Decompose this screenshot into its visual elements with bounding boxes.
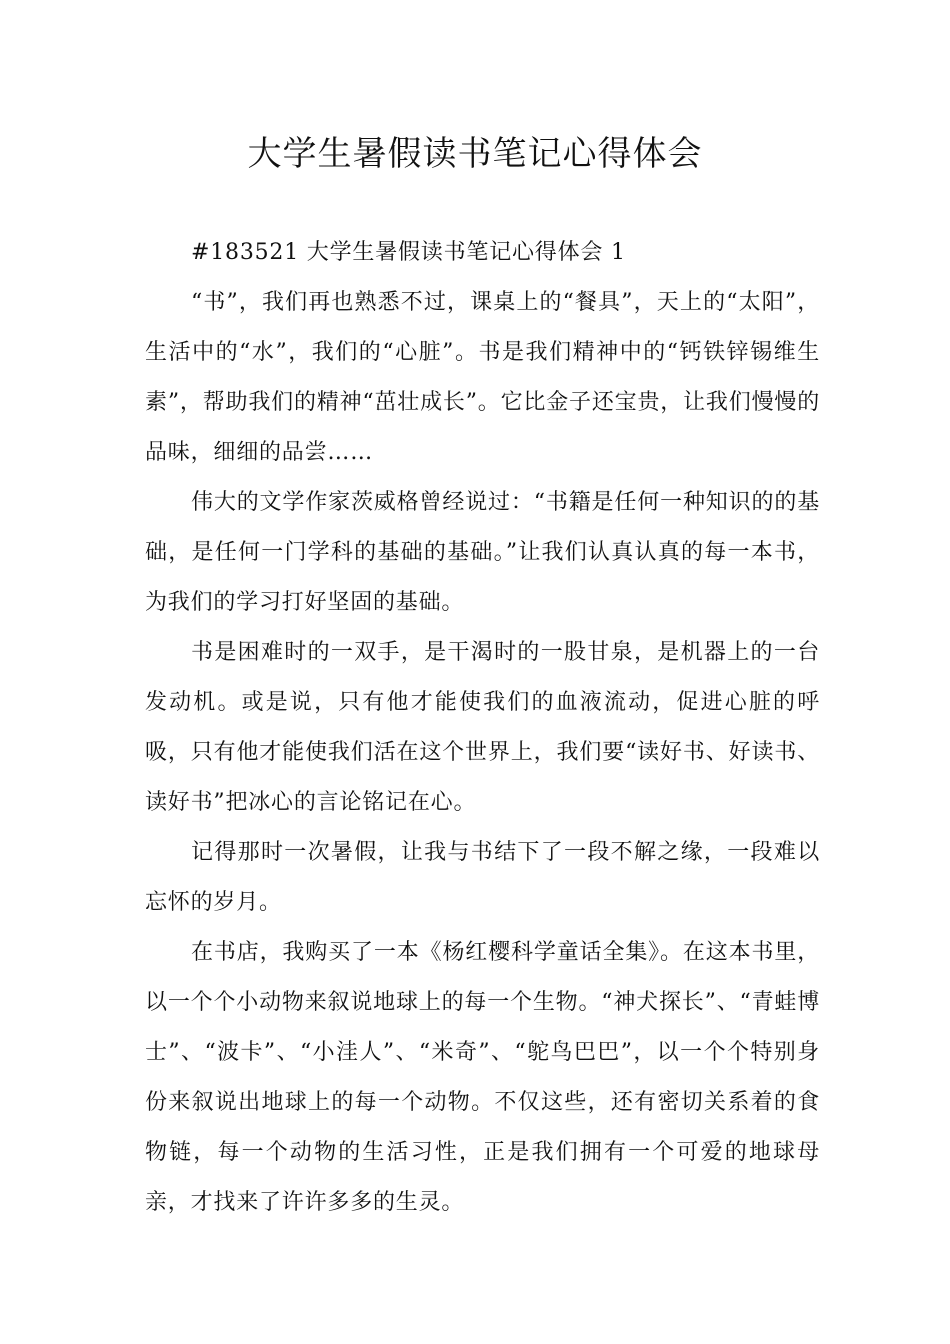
document-title: 大学生暑假读书笔记心得体会 — [247, 134, 703, 174]
paragraph: 书是困难时的一双手，是干渴时的一股甘泉，是机器上的一台发动机。或是说，只有他才能使我们的血液流动，促进心脏的呼吸，只有他才能使我们活在这个世界上，我们要“读好书、好读书、读好书”把冰心的言论铭记在心。 — [145, 640, 820, 815]
paragraph: 在书店，我购买了一本《杨红樱科学童话全集》。在这本书里，以一个个小动物来叙说地球上的每一个生物。“神犬探长”、“青蛙博士”、“波卡”、“小洼人”、“米奇”、“鸵鸟巴巴”，以一个个特别身份来叙说出地球上的每一个动物。不仅这些，还有密切关系着的食物链，每一个动物的生活习性，正是我们拥有一个可爱的地球母亲，才找来了许许多多的生灵。 — [145, 940, 820, 1215]
paragraph: 伟大的文学作家茨威格曾经说过：“书籍是任何一种知识的的基础，是任何一门学科的基础的基础。”让我们认真认真的每一本书，为我们的学习打好坚固的基础。 — [145, 490, 820, 615]
document-body — [145, 228, 820, 1228]
paragraph-heading-id: #183521 大学生暑假读书笔记心得体会 1 — [191, 240, 626, 265]
paragraph: “书”，我们再也熟悉不过，课桌上的“餐具”，天上的“太阳”，生活中的“水”，我们的“心脏”。书是我们精神中的“钙铁锌锡维生素”，帮助我们的精神“茁壮成长”。它比金子还宝贵，让我们慢慢的品味，细细的品尝…… — [145, 290, 820, 465]
paragraph: 记得那时一次暑假，让我与书结下了一段不解之缘，一段难以忘怀的岁月。 — [145, 840, 820, 915]
